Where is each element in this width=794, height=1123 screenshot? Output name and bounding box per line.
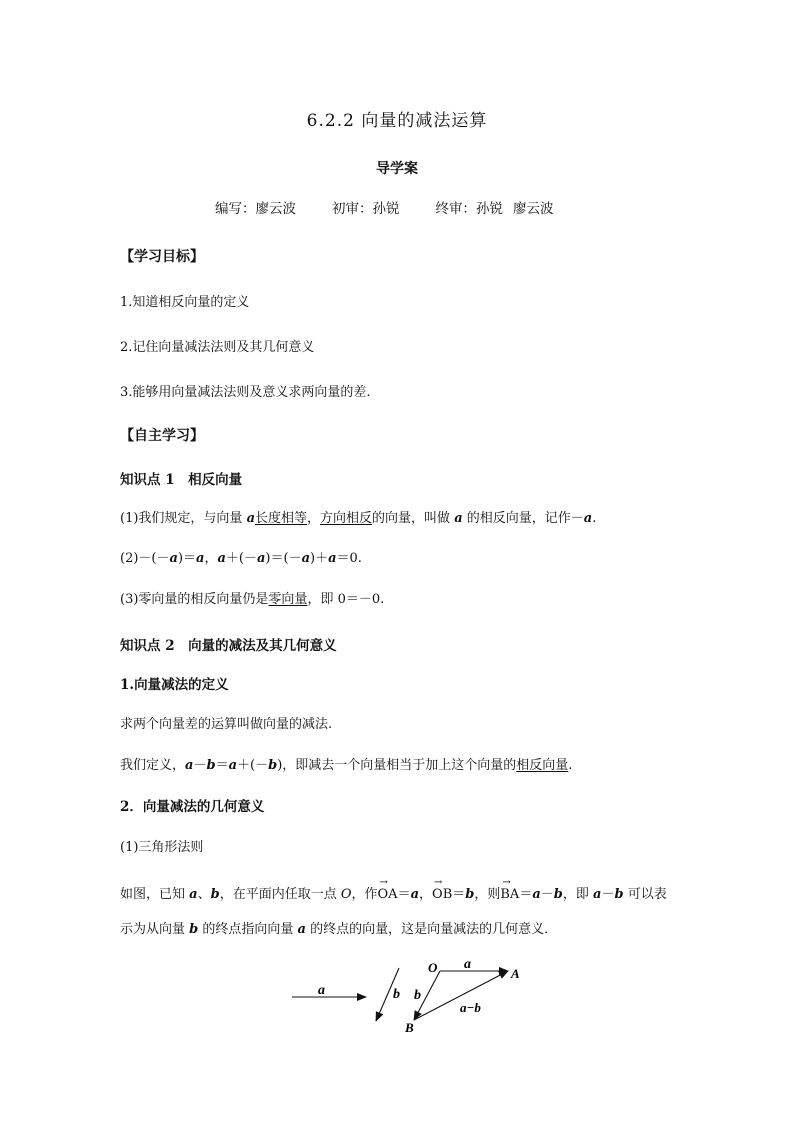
- a-minus-b-label: a−b: [460, 1000, 481, 1015]
- kp1-title: 知识点 1 相反向量: [120, 472, 243, 488]
- kp2-sub1-line-1: 求两个向量差的运算叫做向量的减法.: [120, 717, 333, 732]
- kp2-sub1-title: 1.向量减法的定义: [120, 677, 229, 693]
- triangle-b-label: b: [414, 988, 421, 1003]
- final-review: 终审：孙锐: [435, 201, 503, 217]
- vector-figure: [280, 950, 540, 1040]
- kp2-para-line-1: 如图，已知 a、b，在平面内任取一点 O，作→ OA＝a，→ OB＝b，则→ BA＝a－b，即 a－b 可以表: [120, 883, 667, 902]
- credits-line: [215, 197, 554, 217]
- kp2-sub2-subtitle: (1)三角形法则: [120, 840, 204, 855]
- first-review: 初审：孙锐: [332, 201, 400, 217]
- vector-b-label: b: [393, 987, 400, 1002]
- kp1-line-3: (3)零向量的相反向量仍是零向量，即 0＝－0.: [120, 592, 385, 607]
- kp2-title: 知识点 2 向量的减法及其几何意义: [120, 638, 337, 654]
- goal-item-3: 3.能够用向量减法法则及意义求两向量的差.: [120, 385, 371, 400]
- kp1-line-1: (1)我们规定，与向量 a长度相等，方向相反的向量，叫做 a 的相反向量，记作－a.: [120, 511, 597, 526]
- point-B-label: B: [405, 1020, 414, 1035]
- goals-heading: 【学习目标】: [120, 249, 204, 265]
- final-review-extra: 廖云波: [513, 201, 554, 217]
- page-subtitle: 导学案: [376, 161, 418, 177]
- triangle-a-label: a: [464, 957, 471, 972]
- self-study-heading: 【自主学习】: [120, 428, 204, 444]
- vector-a-label: a: [318, 983, 325, 998]
- point-O-label: O: [428, 960, 438, 975]
- kp2-para-line-2: 示为从向量 b 的终点指向向量 a 的终点的向量，这是向量减法的几何意义．: [120, 922, 558, 937]
- kp2-sub1-line-2: 我们定义，a－b＝a＋(－b)，即减去一个向量相当于加上这个向量的相反向量.: [120, 758, 573, 773]
- point-A-label: A: [511, 966, 520, 981]
- goal-item-1: 1.知道相反向量的定义: [120, 295, 250, 310]
- page-title: 6.2.2 向量的减法运算: [306, 111, 488, 131]
- author: 编写：廖云波: [215, 201, 296, 217]
- goal-item-2: 2.记住向量减法法则及其几何意义: [120, 340, 315, 355]
- kp1-line-2: (2)－(－a)＝a，a＋(－a)＝(－a)＋a＝0.: [120, 551, 362, 566]
- kp2-sub2-title: 2．向量减法的几何意义: [120, 799, 265, 815]
